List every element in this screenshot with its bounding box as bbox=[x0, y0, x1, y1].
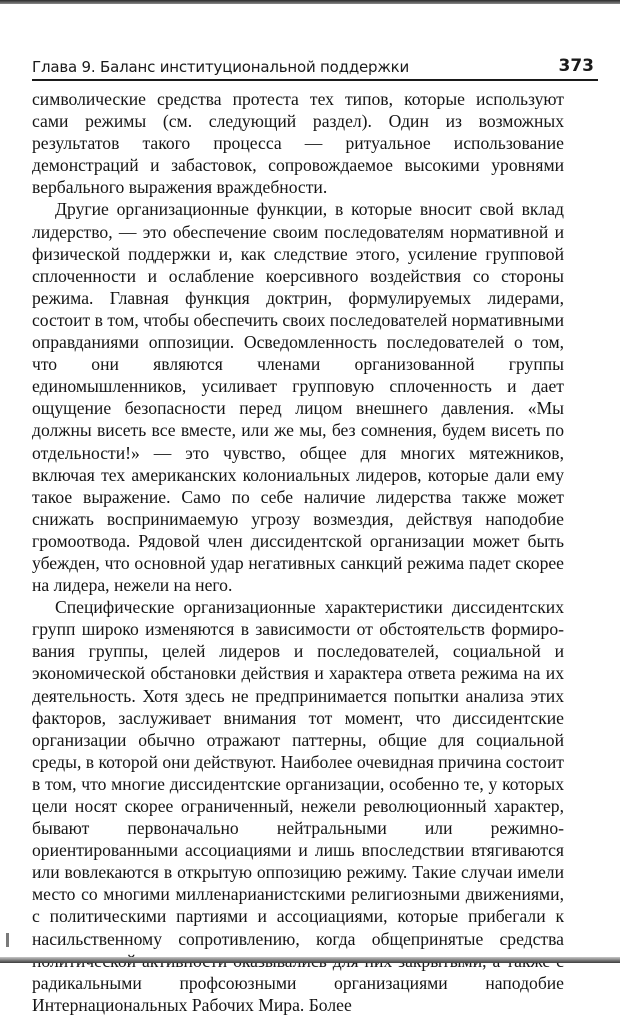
paragraph-leadership-functions: Другие организационные функции, в которые вносит свой вклад лидерство, — это обеспечение своим последователям нормативной и физической поддержки и, как следствие этого, усиление групповой сплоченности и ослабление коерсивного воздействия со стороны режима. Главная функция доктрин, формулируемых лидерами, состоит в том, чтобы обеспечить своих последователей нормативными оправданиями оппозиции. Осведомленность последователей о том, что они являются членами организованной группы единомышленников, усиливает групповую сплоченность и дает ощущение безопасности перед лицом внешнего давления. «Мы должны висеть все вместе, или же мы, без сомнения, будем висеть по отдельности!» — это чувство, общее для многих мятежников, включая тех американских колониальных лидеров, которые дали ему такое выражение. Само по себе наличие лидерства также может снижать воспринимаемую угрозу возмездия, действуя наподобие громоотвода. Рядовой член диссидентской организации может быть убежден, что основной удар негативных санкций режима падет скорее на лидера, нежели на него. bbox=[32, 199, 564, 596]
body-text bbox=[32, 88, 564, 1016]
page-top-edge bbox=[0, 0, 620, 4]
page-number: 373 bbox=[558, 56, 594, 76]
page-bottom-edge bbox=[0, 957, 620, 963]
paragraph-organizational-characteristics: Специфические организационные характеристики диссидентских групп широко изменяются в зависимости от обстоятельств формирования группы, целей лидеров и последователей, социальной и экономической обстановки действия и характера ответа режима на их деятельность. Хотя здесь не предпринимается попытки анализа этих факторов, заслуживает внимания тот момент, что диссидентские организации обычно отражают паттерны, общие для социальной среды, в которой они действуют. Наиболее очевидная причина состоит в том, что многие диссидентские организации, особенно те, у которых цели носят скорее ограниченный, нежели революционный характер, бывают первоначально нейтральными или режимно-ориентированными ассоциациями и лишь впоследствии втягиваются или вовлекаются в открытую оппозицию режиму. Такие случаи имели место со многими милленарианистскими религиозными движениями, с политическими партиями и ассоциациями, которые прибегали к насильственному сопротивлению, когда общепринятые средства радикальными профсоюзными организациями наподобие Интернациональных Рабочих Мира. Более bbox=[32, 597, 564, 1015]
scan-mark bbox=[6, 933, 9, 947]
paragraph-continued: символические средства протеста тех типов, которые используют сами режимы (см. следующий раздел). Один из возможных результатов такого процесса — ритуальное использование демонстраций и забастовок, сопровождаемое высокими уровнями вербального выражения враждебности. bbox=[32, 89, 564, 198]
header-rule bbox=[32, 79, 598, 81]
chapter-title: Глава 9. Баланс институциональной поддержки bbox=[32, 58, 410, 76]
running-header bbox=[32, 52, 598, 80]
